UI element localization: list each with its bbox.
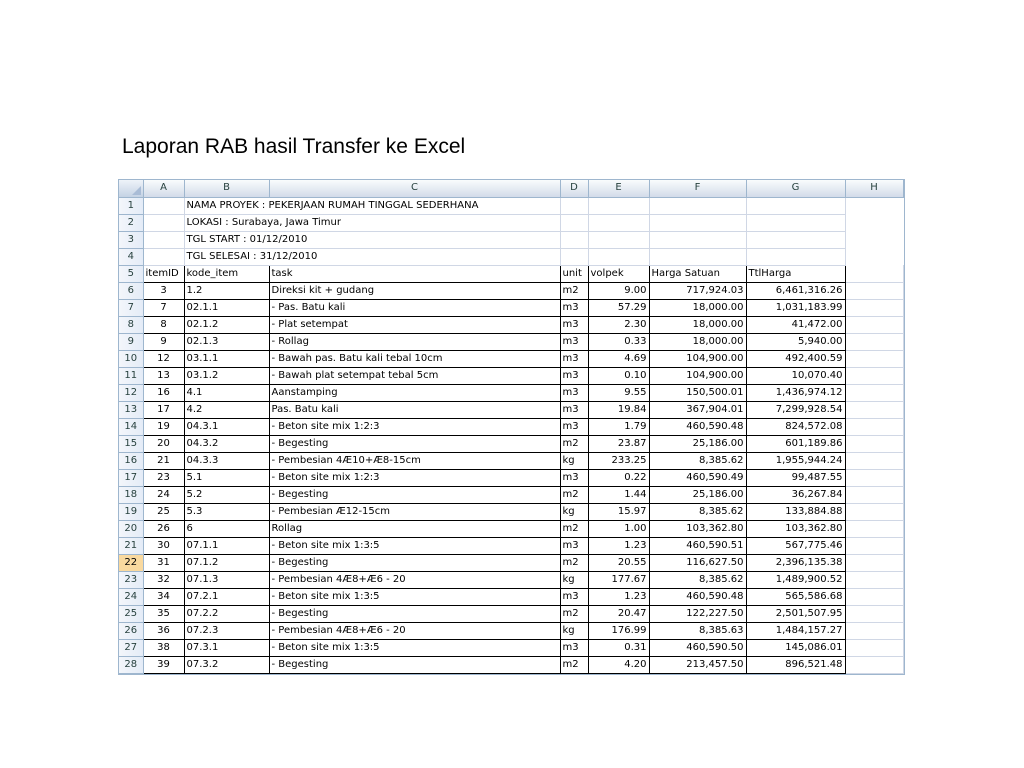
cell-unit[interactable]: kg (560, 452, 588, 469)
column-header-b[interactable]: B (184, 180, 269, 197)
cell-itemid[interactable]: 21 (143, 452, 184, 469)
cell-volpek[interactable]: 9.55 (588, 384, 649, 401)
cell-itemid[interactable]: 25 (143, 503, 184, 520)
cell-unit[interactable]: m2 (560, 486, 588, 503)
cell-itemid[interactable]: 39 (143, 656, 184, 673)
cell-itemid[interactable]: 26 (143, 520, 184, 537)
cell-volpek[interactable]: 1.79 (588, 418, 649, 435)
cell-task[interactable]: - Beton site mix 1:2:3 (269, 469, 560, 486)
header-kode-item[interactable]: kode_item (184, 265, 269, 282)
cell-harga-satuan[interactable]: 213,457.50 (649, 656, 746, 673)
row-header[interactable]: 2 (119, 214, 143, 231)
column-header-g[interactable]: G (746, 180, 845, 197)
cell-harga-satuan[interactable]: 104,900.00 (649, 367, 746, 384)
cell[interactable] (588, 248, 649, 265)
cell[interactable] (845, 520, 903, 537)
cell[interactable] (845, 435, 903, 452)
cell[interactable] (845, 622, 903, 639)
column-header-d[interactable]: D (560, 180, 588, 197)
cell-unit[interactable]: m3 (560, 418, 588, 435)
cell[interactable] (845, 401, 903, 418)
cell-volpek[interactable]: 1.44 (588, 486, 649, 503)
cell-task[interactable]: - Beton site mix 1:3:5 (269, 639, 560, 656)
cell[interactable] (746, 248, 845, 265)
cell-volpek[interactable]: 4.20 (588, 656, 649, 673)
cell-ttlharga[interactable]: 1,484,157.27 (746, 622, 845, 639)
cell[interactable] (143, 214, 184, 231)
cell-volpek[interactable]: 19.84 (588, 401, 649, 418)
cell-volpek[interactable]: 23.87 (588, 435, 649, 452)
cell-unit[interactable]: m3 (560, 350, 588, 367)
row-header[interactable]: 22 (119, 554, 143, 571)
row-header[interactable]: 8 (119, 316, 143, 333)
cell-ttlharga[interactable]: 2,396,135.38 (746, 554, 845, 571)
header-harga-satuan[interactable]: Harga Satuan (649, 265, 746, 282)
cell-unit[interactable]: m2 (560, 605, 588, 622)
cell-harga-satuan[interactable]: 8,385.62 (649, 571, 746, 588)
cell-ttlharga[interactable]: 1,031,183.99 (746, 299, 845, 316)
table-row (119, 418, 903, 435)
cell-task[interactable]: - Pembesian 4Æ8+Æ6 - 20 (269, 622, 560, 639)
cell[interactable] (143, 231, 184, 248)
row-header[interactable]: 16 (119, 452, 143, 469)
cell-unit[interactable]: kg (560, 503, 588, 520)
table-row (119, 554, 903, 571)
cell-harga-satuan[interactable]: 717,924.03 (649, 282, 746, 299)
cell-harga-satuan[interactable]: 18,000.00 (649, 316, 746, 333)
cell-task[interactable]: - Begesting (269, 605, 560, 622)
cell-unit[interactable]: kg (560, 571, 588, 588)
table-row (119, 656, 903, 673)
cell-task[interactable]: - Rollag (269, 333, 560, 350)
table-row (119, 299, 903, 316)
cell-task[interactable]: - Pembesian 4Æ8+Æ6 - 20 (269, 571, 560, 588)
header-unit[interactable]: unit (560, 265, 588, 282)
cell-unit[interactable]: m3 (560, 299, 588, 316)
table-row (119, 537, 903, 554)
table-row (119, 486, 903, 503)
cell-ttlharga[interactable]: 824,572.08 (746, 418, 845, 435)
cell-kode-item[interactable]: 04.3.3 (184, 452, 269, 469)
cell-task[interactable]: - Beton site mix 1:3:5 (269, 537, 560, 554)
cell-harga-satuan[interactable]: 460,590.50 (649, 639, 746, 656)
cell-ttlharga[interactable]: 567,775.46 (746, 537, 845, 554)
cell-unit[interactable]: m3 (560, 639, 588, 656)
cell-harga-satuan[interactable]: 18,000.00 (649, 333, 746, 350)
cell-harga-satuan[interactable]: 8,385.62 (649, 452, 746, 469)
project-info-cell[interactable]: LOKASI : Surabaya, Jawa Timur (184, 214, 560, 231)
row-header[interactable]: 13 (119, 401, 143, 418)
table-row (119, 605, 903, 622)
cell-harga-satuan[interactable]: 25,186.00 (649, 486, 746, 503)
row-header[interactable]: 23 (119, 571, 143, 588)
table-row (119, 333, 903, 350)
info-row (119, 231, 903, 248)
row-header[interactable]: 3 (119, 231, 143, 248)
cell-ttlharga[interactable]: 103,362.80 (746, 520, 845, 537)
cell-harga-satuan[interactable]: 18,000.00 (649, 299, 746, 316)
cell-task[interactable]: - Bawah plat setempat tebal 5cm (269, 367, 560, 384)
cell[interactable] (649, 197, 746, 214)
project-info-cell[interactable]: TGL START : 01/12/2010 (184, 231, 560, 248)
cell[interactable] (845, 503, 903, 520)
cell-volpek[interactable]: 0.31 (588, 639, 649, 656)
cell-volpek[interactable]: 0.10 (588, 367, 649, 384)
table-row (119, 316, 903, 333)
project-info-cell[interactable]: TGL SELESAI : 31/12/2010 (184, 248, 560, 265)
cell[interactable] (845, 571, 903, 588)
row-header[interactable]: 27 (119, 639, 143, 656)
cell-ttlharga[interactable]: 492,400.59 (746, 350, 845, 367)
cell-task[interactable]: - Pembesian Æ12-15cm (269, 503, 560, 520)
cell-harga-satuan[interactable]: 460,590.48 (649, 418, 746, 435)
cell[interactable] (845, 554, 903, 571)
cell-task[interactable]: Rollag (269, 520, 560, 537)
cell-kode-item[interactable]: 04.3.2 (184, 435, 269, 452)
header-itemid[interactable]: itemID (143, 265, 184, 282)
cell-task[interactable]: - Begesting (269, 435, 560, 452)
cell-itemid[interactable]: 36 (143, 622, 184, 639)
table-row (119, 452, 903, 469)
table-row (119, 503, 903, 520)
cell-unit[interactable]: m3 (560, 401, 588, 418)
cell-volpek[interactable]: 9.00 (588, 282, 649, 299)
table-row (119, 588, 903, 605)
info-row (119, 214, 903, 231)
table-row (119, 282, 903, 299)
cell[interactable] (845, 639, 903, 656)
table-header-row (119, 265, 903, 282)
cell[interactable] (143, 248, 184, 265)
cell-unit[interactable]: kg (560, 622, 588, 639)
cell-kode-item[interactable]: 1.2 (184, 282, 269, 299)
row-header[interactable]: 1 (119, 197, 143, 214)
cell-ttlharga[interactable]: 1,436,974.12 (746, 384, 845, 401)
cell-task[interactable]: - Begesting (269, 656, 560, 673)
cell[interactable] (845, 537, 903, 554)
cell-task[interactable]: - Beton site mix 1:2:3 (269, 418, 560, 435)
cell[interactable] (845, 367, 903, 384)
cell-volpek[interactable]: 0.22 (588, 469, 649, 486)
cell-ttlharga[interactable]: 601,189.86 (746, 435, 845, 452)
row-header[interactable]: 17 (119, 469, 143, 486)
cell[interactable] (560, 248, 588, 265)
row-header[interactable]: 25 (119, 605, 143, 622)
cell-unit[interactable]: m3 (560, 316, 588, 333)
project-info-cell[interactable]: NAMA PROYEK : PEKERJAAN RUMAH TINGGAL SEDERHANA (184, 197, 560, 214)
row-header[interactable]: 11 (119, 367, 143, 384)
cell-harga-satuan[interactable]: 122,227.50 (649, 605, 746, 622)
cell-kode-item[interactable]: 07.2.1 (184, 588, 269, 605)
cell-task[interactable]: - Bawah pas. Batu kali tebal 10cm (269, 350, 560, 367)
cell-kode-item[interactable]: 02.1.1 (184, 299, 269, 316)
row-header[interactable]: 5 (119, 265, 143, 282)
cell-volpek[interactable]: 176.99 (588, 622, 649, 639)
cell-itemid[interactable]: 16 (143, 384, 184, 401)
cell[interactable] (845, 486, 903, 503)
column-header-a[interactable]: A (143, 180, 184, 197)
cell[interactable] (588, 231, 649, 248)
header-task[interactable]: task (269, 265, 560, 282)
cell-kode-item[interactable]: 07.3.1 (184, 639, 269, 656)
row-header[interactable]: 24 (119, 588, 143, 605)
cell-kode-item[interactable]: 04.3.1 (184, 418, 269, 435)
cell-kode-item[interactable]: 6 (184, 520, 269, 537)
cell-itemid[interactable]: 12 (143, 350, 184, 367)
row-header[interactable]: 4 (119, 248, 143, 265)
row-header[interactable]: 20 (119, 520, 143, 537)
cell[interactable] (845, 418, 903, 435)
cell-task[interactable]: - Begesting (269, 486, 560, 503)
cell-itemid[interactable]: 7 (143, 299, 184, 316)
table-row (119, 571, 903, 588)
column-header-e[interactable]: E (588, 180, 649, 197)
cell-itemid[interactable]: 24 (143, 486, 184, 503)
cell-harga-satuan[interactable]: 460,590.49 (649, 469, 746, 486)
cell-harga-satuan[interactable]: 460,590.51 (649, 537, 746, 554)
cell-task[interactable]: - Plat setempat (269, 316, 560, 333)
cell-ttlharga[interactable]: 1,489,900.52 (746, 571, 845, 588)
cell-harga-satuan[interactable]: 367,904.01 (649, 401, 746, 418)
cell[interactable] (845, 282, 903, 299)
cell[interactable] (845, 588, 903, 605)
cell-itemid[interactable]: 17 (143, 401, 184, 418)
cell-ttlharga[interactable]: 896,521.48 (746, 656, 845, 673)
row-header[interactable]: 19 (119, 503, 143, 520)
cell[interactable] (845, 656, 903, 673)
cell-itemid[interactable]: 38 (143, 639, 184, 656)
cell[interactable] (560, 197, 588, 214)
cell[interactable] (649, 231, 746, 248)
cell[interactable] (845, 316, 903, 333)
cell-task[interactable]: - Begesting (269, 554, 560, 571)
table-row (119, 622, 903, 639)
cell-itemid[interactable]: 31 (143, 554, 184, 571)
cell-volpek[interactable]: 177.67 (588, 571, 649, 588)
cell-task[interactable]: - Beton site mix 1:3:5 (269, 588, 560, 605)
cell[interactable] (845, 333, 903, 350)
cell-kode-item[interactable]: 07.1.2 (184, 554, 269, 571)
cell-itemid[interactable]: 20 (143, 435, 184, 452)
table-row (119, 520, 903, 537)
cell-unit[interactable]: m2 (560, 435, 588, 452)
cell-volpek[interactable]: 15.97 (588, 503, 649, 520)
cell-harga-satuan[interactable]: 25,186.00 (649, 435, 746, 452)
cell-task[interactable]: Pas. Batu kali (269, 401, 560, 418)
row-header[interactable]: 10 (119, 350, 143, 367)
cell-harga-satuan[interactable]: 103,362.80 (649, 520, 746, 537)
cell-ttlharga[interactable]: 10,070.40 (746, 367, 845, 384)
header-volpek[interactable]: volpek (588, 265, 649, 282)
cell[interactable] (845, 605, 903, 622)
cell-volpek[interactable]: 20.47 (588, 605, 649, 622)
cell-kode-item[interactable]: 03.1.1 (184, 350, 269, 367)
cell-unit[interactable]: m3 (560, 367, 588, 384)
cell-unit[interactable]: m3 (560, 588, 588, 605)
column-header-c[interactable]: C (269, 180, 560, 197)
cell-itemid[interactable]: 13 (143, 367, 184, 384)
cell-volpek[interactable]: 233.25 (588, 452, 649, 469)
cell-ttlharga[interactable]: 2,501,507.95 (746, 605, 845, 622)
cell-kode-item[interactable]: 07.2.3 (184, 622, 269, 639)
cell-task[interactable]: - Pembesian 4Æ10+Æ8-15cm (269, 452, 560, 469)
cell-ttlharga[interactable]: 5,940.00 (746, 333, 845, 350)
cell-harga-satuan[interactable]: 460,590.48 (649, 588, 746, 605)
spreadsheet-screenshot (118, 179, 905, 675)
cell-itemid[interactable]: 34 (143, 588, 184, 605)
row-header[interactable]: 9 (119, 333, 143, 350)
cell-ttlharga[interactable]: 7,299,928.54 (746, 401, 845, 418)
table-row (119, 401, 903, 418)
cell-unit[interactable]: m3 (560, 333, 588, 350)
cell-volpek[interactable]: 1.00 (588, 520, 649, 537)
spreadsheet-grid (119, 180, 904, 674)
row-header[interactable]: 21 (119, 537, 143, 554)
cell[interactable] (588, 197, 649, 214)
cell-itemid[interactable]: 19 (143, 418, 184, 435)
cell-kode-item[interactable]: 4.2 (184, 401, 269, 418)
cell-volpek[interactable]: 1.23 (588, 588, 649, 605)
cell-volpek[interactable]: 0.33 (588, 333, 649, 350)
table-row (119, 367, 903, 384)
cell-unit[interactable]: m2 (560, 656, 588, 673)
cell-kode-item[interactable]: 07.1.3 (184, 571, 269, 588)
cell-ttlharga[interactable]: 6,461,316.26 (746, 282, 845, 299)
row-header[interactable]: 7 (119, 299, 143, 316)
row-header[interactable]: 12 (119, 384, 143, 401)
cell[interactable] (845, 350, 903, 367)
cell-itemid[interactable]: 23 (143, 469, 184, 486)
info-row (119, 248, 903, 265)
cell[interactable] (649, 248, 746, 265)
cell-kode-item[interactable]: 5.3 (184, 503, 269, 520)
header-ttlharga[interactable]: TtlHarga (746, 265, 845, 282)
cell-volpek[interactable]: 57.29 (588, 299, 649, 316)
row-header[interactable]: 14 (119, 418, 143, 435)
cell-itemid[interactable]: 32 (143, 571, 184, 588)
cell-unit[interactable]: m3 (560, 537, 588, 554)
cell-kode-item[interactable]: 5.2 (184, 486, 269, 503)
cell-ttlharga[interactable]: 99,487.55 (746, 469, 845, 486)
cell-itemid[interactable]: 30 (143, 537, 184, 554)
table-row (119, 469, 903, 486)
cell-volpek[interactable]: 4.69 (588, 350, 649, 367)
table-row (119, 435, 903, 452)
info-row (119, 197, 903, 214)
cell-unit[interactable]: m2 (560, 554, 588, 571)
cell-kode-item[interactable]: 07.1.1 (184, 537, 269, 554)
cell-kode-item[interactable]: 07.2.2 (184, 605, 269, 622)
cell[interactable] (746, 214, 845, 231)
cell-unit[interactable]: m3 (560, 384, 588, 401)
cell-harga-satuan[interactable]: 8,385.63 (649, 622, 746, 639)
cell-volpek[interactable]: 1.23 (588, 537, 649, 554)
cell[interactable] (845, 384, 903, 401)
cell-task[interactable]: Aanstamping (269, 384, 560, 401)
cell-kode-item[interactable]: 03.1.2 (184, 367, 269, 384)
cell-unit[interactable]: m2 (560, 282, 588, 299)
column-header-row (119, 180, 903, 197)
cell[interactable] (560, 214, 588, 231)
cell-kode-item[interactable]: 07.3.2 (184, 656, 269, 673)
cell-ttlharga[interactable]: 36,267.84 (746, 486, 845, 503)
cell-harga-satuan[interactable]: 104,900.00 (649, 350, 746, 367)
cell[interactable] (588, 214, 649, 231)
cell-itemid[interactable]: 8 (143, 316, 184, 333)
cell[interactable] (746, 197, 845, 214)
slide-title: Laporan RAB hasil Transfer ke Excel (122, 135, 466, 158)
cell[interactable] (746, 231, 845, 248)
cell-harga-satuan[interactable]: 116,627.50 (649, 554, 746, 571)
cell[interactable] (845, 452, 903, 469)
cell-unit[interactable]: m2 (560, 520, 588, 537)
cell[interactable] (845, 265, 903, 282)
cell-ttlharga[interactable]: 133,884.88 (746, 503, 845, 520)
cell[interactable] (143, 197, 184, 214)
column-header-h[interactable]: H (845, 180, 903, 197)
cell-kode-item[interactable]: 5.1 (184, 469, 269, 486)
cell-volpek[interactable]: 2.30 (588, 316, 649, 333)
cell-task[interactable]: - Pas. Batu kali (269, 299, 560, 316)
cell-ttlharga[interactable]: 145,086.01 (746, 639, 845, 656)
cell-ttlharga[interactable]: 565,586.68 (746, 588, 845, 605)
row-header[interactable]: 28 (119, 656, 143, 673)
cell-kode-item[interactable]: 02.1.2 (184, 316, 269, 333)
cell[interactable] (845, 299, 903, 316)
cell-ttlharga[interactable]: 1,955,944.24 (746, 452, 845, 469)
cell-harga-satuan[interactable]: 8,385.62 (649, 503, 746, 520)
cell-unit[interactable]: m3 (560, 469, 588, 486)
row-header[interactable]: 15 (119, 435, 143, 452)
row-header[interactable]: 18 (119, 486, 143, 503)
cell-ttlharga[interactable]: 41,472.00 (746, 316, 845, 333)
cell[interactable] (649, 214, 746, 231)
select-all-corner[interactable] (119, 180, 143, 197)
table-row (119, 350, 903, 367)
cell[interactable] (845, 469, 903, 486)
cell-itemid[interactable]: 3 (143, 282, 184, 299)
row-header[interactable]: 6 (119, 282, 143, 299)
cell-task[interactable]: Direksi kit + gudang (269, 282, 560, 299)
column-header-f[interactable]: F (649, 180, 746, 197)
cell-itemid[interactable]: 35 (143, 605, 184, 622)
row-header[interactable]: 26 (119, 622, 143, 639)
cell-itemid[interactable]: 9 (143, 333, 184, 350)
cell[interactable] (560, 231, 588, 248)
table-row (119, 639, 903, 656)
cell-kode-item[interactable]: 02.1.3 (184, 333, 269, 350)
table-row (119, 384, 903, 401)
cell-volpek[interactable]: 20.55 (588, 554, 649, 571)
cell-kode-item[interactable]: 4.1 (184, 384, 269, 401)
cell-harga-satuan[interactable]: 150,500.01 (649, 384, 746, 401)
